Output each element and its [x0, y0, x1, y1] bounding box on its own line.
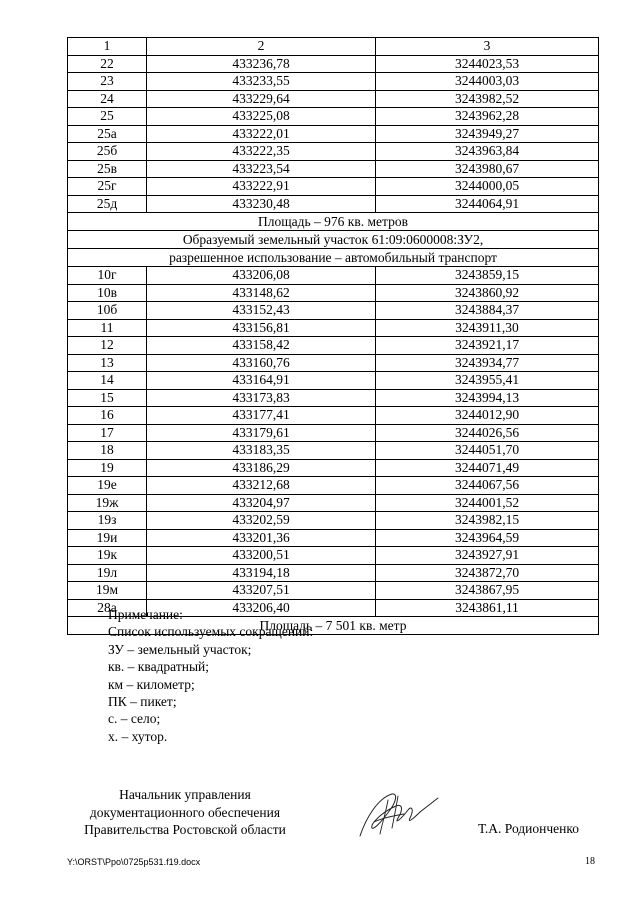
y-coordinate-cell: 3243884,37 [376, 302, 599, 320]
table-row [68, 459, 599, 477]
y-coordinate-cell: 3244012,90 [376, 407, 599, 425]
note-line: км – километр; [108, 676, 195, 692]
table-row [68, 178, 599, 196]
x-coordinate-cell: 433233,55 [147, 73, 376, 91]
x-coordinate-cell: 433212,68 [147, 477, 376, 495]
table-row [68, 125, 599, 143]
y-coordinate-cell: 3243962,28 [376, 108, 599, 126]
x-coordinate-cell: 433202,59 [147, 512, 376, 530]
point-number-cell: 13 [68, 354, 147, 372]
table-row [68, 372, 599, 390]
point-number-cell: 10в [68, 284, 147, 302]
column-header-1: 1 [68, 38, 147, 56]
y-coordinate-cell: 3244000,05 [376, 178, 599, 196]
x-coordinate-cell: 433222,91 [147, 178, 376, 196]
area-summary: Площадь – 7 501 кв. метр [68, 617, 599, 635]
y-coordinate-cell: 3243859,15 [376, 267, 599, 285]
x-coordinate-cell: 433206,08 [147, 267, 376, 285]
note-line: ПК – пикет; [108, 694, 177, 710]
table-row [68, 477, 599, 495]
y-coordinate-cell: 3243934,77 [376, 354, 599, 372]
table-row [68, 143, 599, 161]
table-row [68, 55, 599, 73]
point-number-cell: 24 [68, 90, 147, 108]
x-coordinate-cell: 433186,29 [147, 459, 376, 477]
point-number-cell: 10б [68, 302, 147, 320]
y-coordinate-cell: 3243867,95 [376, 582, 599, 600]
point-number-cell: 17 [68, 424, 147, 442]
point-number-cell: 19 [68, 459, 147, 477]
x-coordinate-cell: 433160,76 [147, 354, 376, 372]
point-number-cell: 14 [68, 372, 147, 390]
y-coordinate-cell: 3244026,56 [376, 424, 599, 442]
x-coordinate-cell: 433148,62 [147, 284, 376, 302]
x-coordinate-cell: 433173,83 [147, 389, 376, 407]
y-coordinate-cell: 3243963,84 [376, 143, 599, 161]
note-title: Примечание: [108, 607, 183, 622]
table-row [68, 302, 599, 320]
page-number: 18 [585, 856, 595, 867]
table-row [68, 337, 599, 355]
x-coordinate-cell: 433236,78 [147, 55, 376, 73]
signer-name: Т.А. Родионченко [478, 821, 579, 836]
point-number-cell: 23 [68, 73, 147, 91]
position-line: Правительства Ростовской области [84, 822, 286, 837]
y-coordinate-cell: 3244064,91 [376, 195, 599, 213]
y-coordinate-cell: 3244071,49 [376, 459, 599, 477]
x-coordinate-cell: 433222,01 [147, 125, 376, 143]
table-row [68, 108, 599, 126]
x-coordinate-cell: 433225,08 [147, 108, 376, 126]
y-coordinate-cell: 3243927,91 [376, 547, 599, 565]
note-line: кв. – квадратный; [108, 659, 209, 675]
footer-file-path: Y:\ORST\Ppo\0725p531.f19.docx [67, 857, 201, 867]
point-number-cell: 10г [68, 267, 147, 285]
table-row [68, 424, 599, 442]
section-title-row [68, 231, 599, 249]
area-summary-row [68, 213, 599, 231]
table-row [68, 407, 599, 425]
point-number-cell: 12 [68, 337, 147, 355]
signature-position [60, 786, 310, 839]
x-coordinate-cell: 433207,51 [147, 582, 376, 600]
column-header-3: 3 [376, 38, 599, 56]
x-coordinate-cell: 433200,51 [147, 547, 376, 565]
table-row [68, 319, 599, 337]
note-line: с. – село; [108, 711, 161, 727]
note-line: х. – хутор. [108, 728, 168, 744]
y-coordinate-cell: 3243964,59 [376, 529, 599, 547]
table-row [68, 564, 599, 582]
point-number-cell: 25а [68, 125, 147, 143]
y-coordinate-cell: 3244051,70 [376, 442, 599, 460]
point-number-cell: 25г [68, 178, 147, 196]
y-coordinate-cell: 3243982,15 [376, 512, 599, 530]
table-row [68, 90, 599, 108]
y-coordinate-cell: 3243861,11 [376, 599, 599, 617]
table-row [68, 267, 599, 285]
table-row [68, 512, 599, 530]
point-number-cell: 11 [68, 319, 147, 337]
x-coordinate-cell: 433177,41 [147, 407, 376, 425]
point-number-cell: 18 [68, 442, 147, 460]
table-row [68, 529, 599, 547]
area-summary: Площадь – 976 кв. метров [68, 213, 599, 231]
y-coordinate-cell: 3244003,03 [376, 73, 599, 91]
x-coordinate-cell: 433156,81 [147, 319, 376, 337]
position-line: документационного обеспечения [89, 804, 281, 820]
y-coordinate-cell: 3243994,13 [376, 389, 599, 407]
handwritten-signature [352, 788, 442, 840]
table-row [68, 195, 599, 213]
coordinates-table-body [68, 38, 599, 635]
point-number-cell: 19е [68, 477, 147, 495]
y-coordinate-cell: 3243911,30 [376, 319, 599, 337]
table-row [68, 354, 599, 372]
point-number-cell: 19к [68, 547, 147, 565]
x-coordinate-cell: 433229,64 [147, 90, 376, 108]
y-coordinate-cell: 3243860,92 [376, 284, 599, 302]
table-row [68, 442, 599, 460]
x-coordinate-cell: 433206,40 [147, 599, 376, 617]
point-number-cell: 25д [68, 195, 147, 213]
note-line: ЗУ – земельный участок; [108, 641, 252, 657]
y-coordinate-cell: 3243955,41 [376, 372, 599, 390]
y-coordinate-cell: 3243982,52 [376, 90, 599, 108]
note-block [108, 606, 313, 745]
y-coordinate-cell: 3244067,56 [376, 477, 599, 495]
point-number-cell: 25б [68, 143, 147, 161]
y-coordinate-cell: 3243980,67 [376, 160, 599, 178]
x-coordinate-cell: 433152,43 [147, 302, 376, 320]
section-title: Образуемый земельный участок 61:09:0600008:ЗУ2, [68, 231, 599, 249]
x-coordinate-cell: 433179,61 [147, 424, 376, 442]
x-coordinate-cell: 433201,36 [147, 529, 376, 547]
table-row [68, 160, 599, 178]
x-coordinate-cell: 433158,42 [147, 337, 376, 355]
point-number-cell: 25в [68, 160, 147, 178]
x-coordinate-cell: 433194,18 [147, 564, 376, 582]
x-coordinate-cell: 433222,35 [147, 143, 376, 161]
table-header-row [68, 38, 599, 56]
point-number-cell: 15 [68, 389, 147, 407]
point-number-cell: 19м [68, 582, 147, 600]
table-row [68, 389, 599, 407]
y-coordinate-cell: 3244023,53 [376, 55, 599, 73]
y-coordinate-cell: 3243949,27 [376, 125, 599, 143]
point-number-cell: 19з [68, 512, 147, 530]
table-row [68, 547, 599, 565]
point-number-cell: 16 [68, 407, 147, 425]
note-line: Список используемых сокращений: [108, 624, 314, 640]
table-row [68, 284, 599, 302]
coordinates-table [67, 37, 599, 635]
section-subtitle-row [68, 249, 599, 267]
table-row [68, 73, 599, 91]
point-number-cell: 28а [68, 599, 147, 617]
table-row [68, 582, 599, 600]
position-line: Начальник управления [119, 787, 251, 802]
point-number-cell: 22 [68, 55, 147, 73]
table-row [68, 494, 599, 512]
x-coordinate-cell: 433164,91 [147, 372, 376, 390]
point-number-cell: 19ж [68, 494, 147, 512]
section-subtitle: разрешенное использование – автомобильный транспорт [68, 249, 599, 267]
y-coordinate-cell: 3243921,17 [376, 337, 599, 355]
y-coordinate-cell: 3243872,70 [376, 564, 599, 582]
x-coordinate-cell: 433223,54 [147, 160, 376, 178]
column-header-2: 2 [147, 38, 376, 56]
point-number-cell: 25 [68, 108, 147, 126]
x-coordinate-cell: 433230,48 [147, 195, 376, 213]
point-number-cell: 19л [68, 564, 147, 582]
point-number-cell: 19и [68, 529, 147, 547]
y-coordinate-cell: 3244001,52 [376, 494, 599, 512]
x-coordinate-cell: 433183,35 [147, 442, 376, 460]
x-coordinate-cell: 433204,97 [147, 494, 376, 512]
